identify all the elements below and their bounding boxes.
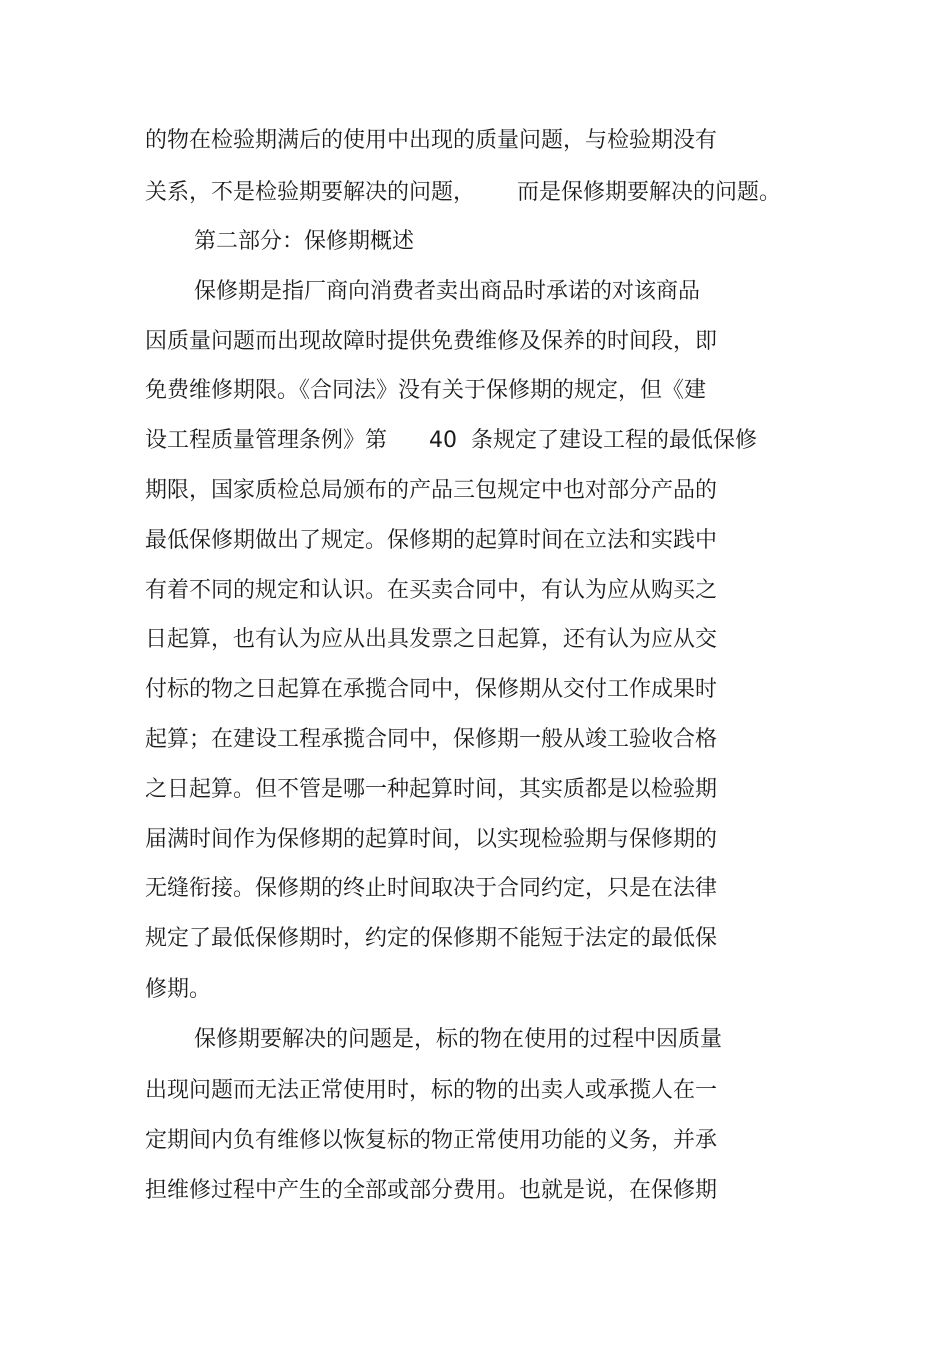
text-line: 起算；在建设工程承揽合同中，保修期一般从竣工验收合格 (145, 727, 718, 752)
text-line: 日起算，也有认为应从出具发票之日起算，还有认为应从交 (145, 627, 718, 652)
text-line: 担维修过程中产生的全部或部分费用。也就是说，在保修期 (145, 1178, 718, 1203)
text-line: 修期。 (145, 977, 212, 1002)
text-line: 规定了最低保修期时，约定的保修期不能短于法定的最低保 (145, 926, 718, 951)
text-line: 保修期要解决的问题是，标的物在使用的过程中因质量 (194, 1027, 723, 1052)
text-line: 出现问题而无法正常使用时，标的物的出卖人或承揽人在一 (145, 1078, 718, 1103)
text-line: 保修期是指厂商向消费者卖出商品时承诺的对该商品 (194, 279, 701, 304)
text-line: 定期间内负有维修以恢复标的物正常使用功能的义务，并承 (145, 1128, 718, 1153)
text-line: 之日起算。但不管是哪一种起算时间，其实质都是以检验期 (145, 777, 718, 802)
text-line: 届满时间作为保修期的起算时间，以实现检验期与保修期的 (145, 827, 718, 852)
section-heading: 第二部分：保修期概述 (194, 229, 415, 254)
text-line: 的物在检验期满后的使用中出现的质量问题，与检验期没有 (145, 128, 718, 153)
text-line: 无缝衔接。保修期的终止时间取决于合同约定，只是在法律 (145, 876, 718, 901)
text-line: 付标的物之日起算在承揽合同中，保修期从交付工作成果时 (145, 677, 718, 702)
text-line: 有着不同的规定和认识。在买卖合同中，有认为应从购买之 (145, 578, 718, 603)
text-line: 最低保修期做出了规定。保修期的起算时间在立法和实践中 (145, 528, 718, 553)
text-line: 设工程质量管理条例》第 40 条规定了建设工程的最低保修 (145, 428, 757, 453)
text-line: 免费维修期限。《合同法》没有关于保修期的规定，但《建 (145, 378, 707, 403)
text-line: 期限，国家质检总局颁布的产品三包规定中也对部分产品的 (145, 478, 718, 503)
text-line: 关系，不是检验期要解决的问题， 而是保修期要解决的问题。 (145, 180, 781, 205)
text-line: 因质量问题而出现故障时提供免费维修及保养的时间段，即 (145, 329, 718, 354)
